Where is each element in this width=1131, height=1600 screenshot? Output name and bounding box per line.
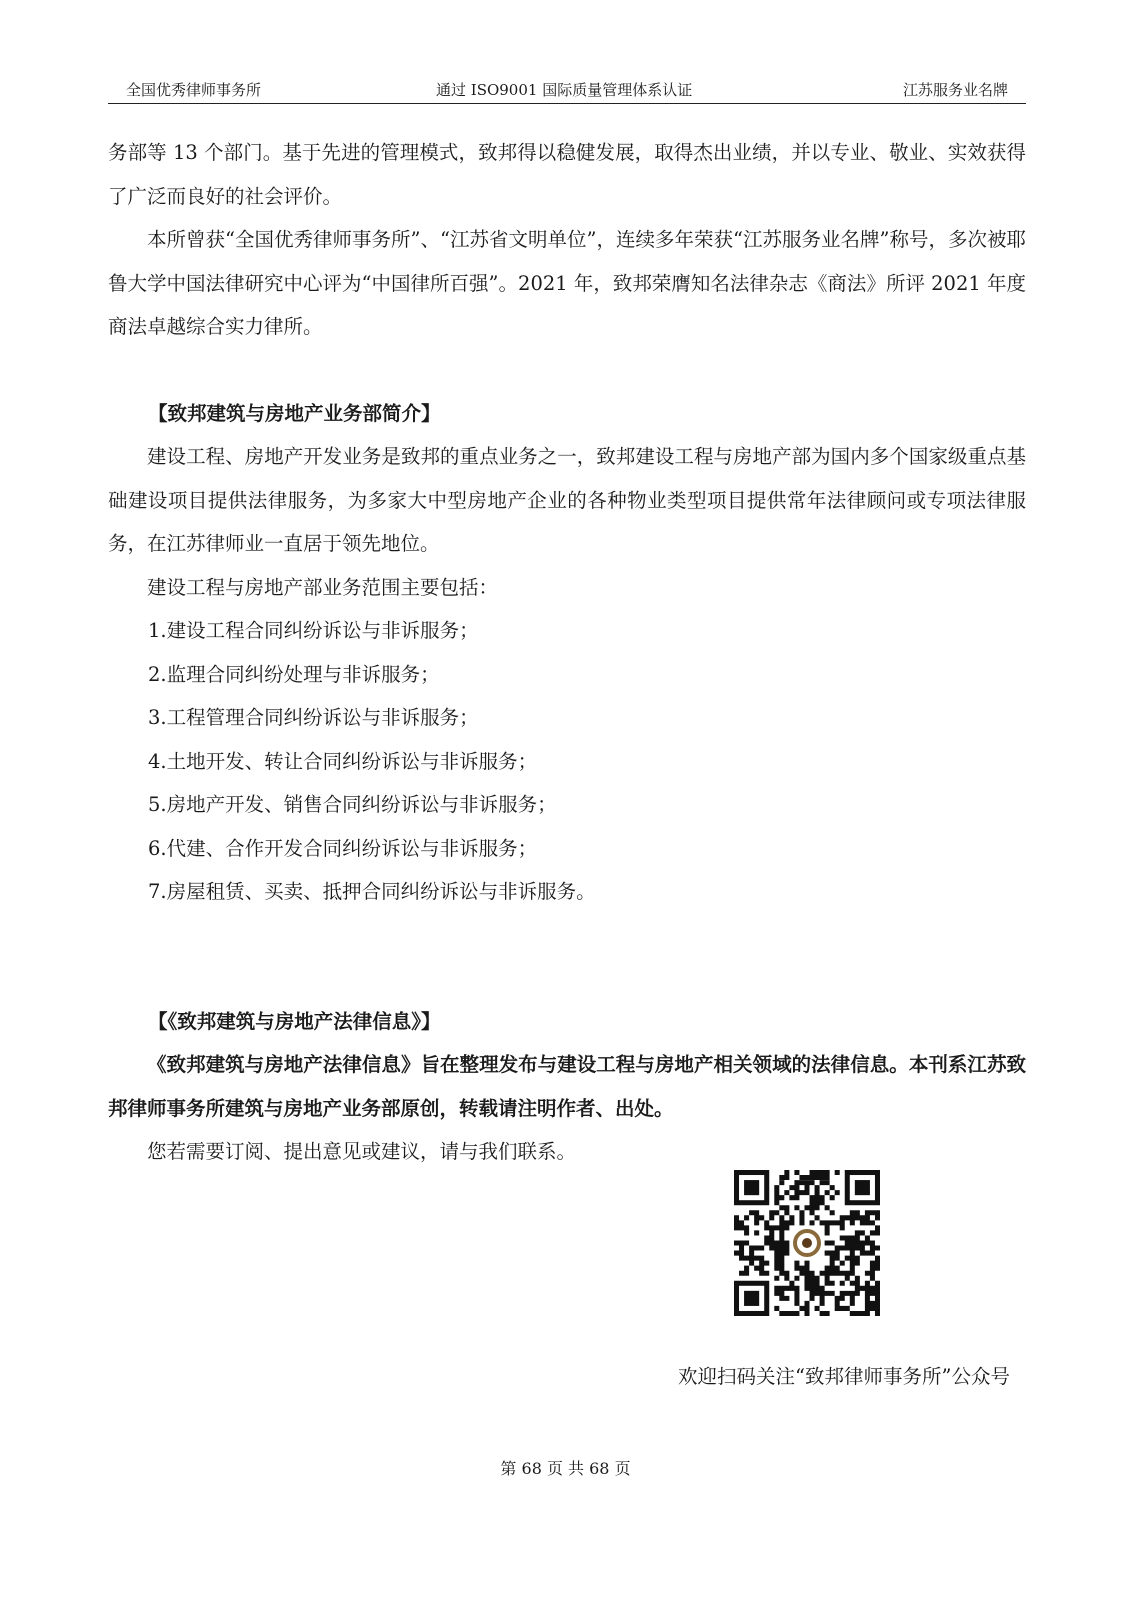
scope-list-item: 2.监理合同纠纷处理与非诉服务； [148, 662, 440, 686]
scope-list-item: 1.建设工程合同纠纷诉讼与非诉服务； [148, 619, 479, 642]
body-paragraph-1: 务部等 13 个部门。基于先进的管理模式，致邦得以稳健发展，取得杰出业绩，并以专业、敬业、实效获得了广泛而良好的社会评价。 [108, 141, 1026, 208]
contact-line: 您若需要订阅、提出意见或建议，请与我们联系。 [147, 1140, 577, 1163]
header-right-text: 江苏服务业名牌 [902, 81, 1008, 99]
scope-intro: 建设工程与房地产部业务范围主要包括： [147, 575, 499, 599]
section-title-department: 【致邦建筑与房地产业务部简介】 [148, 401, 441, 425]
qr-code-icon[interactable] [734, 1170, 880, 1316]
section-title-publication: 【《致邦建筑与房地产法律信息》】 [148, 1009, 441, 1033]
publication-statement: 《致邦建筑与房地产法律信息》旨在整理发布与建设工程与房地产相关领域的法律信息。本刊系江苏致邦律师事务所建筑与房地产业务部原创，转载请注明作者、出处。 [108, 1053, 1026, 1120]
header-divider [108, 103, 1026, 104]
scope-list-item: 6.代建、合作开发合同纠纷诉讼与非诉服务； [148, 836, 538, 860]
header-left-text: 全国优秀律师事务所 [126, 81, 262, 99]
scope-list-item: 7.房屋租赁、买卖、抵押合同纠纷诉讼与非诉服务。 [148, 880, 596, 903]
body-paragraph-2: 本所曾获“全国优秀律师事务所”、“江苏省文明单位”，连续多年荣获“江苏服务业名牌”称号，多次被耶鲁大学中国法律研究中心评为“中国律所百强”。2021 年，致邦荣膺知名法律杂志《商法》所评 2021 年度商法卓越综合实力律所。 [108, 228, 1026, 338]
page-header [108, 80, 1026, 104]
department-intro-paragraph: 建设工程、房地产开发业务是致邦的重点业务之一，致邦建设工程与房地产部为国内多个国家级重点基础建设项目提供法律服务，为多家大中型房地产企业的各种物业类型项目提供常年法律顾问或专项法律服务，在江苏律师业一直居于领先地位。 [108, 445, 1026, 555]
qr-caption: 欢迎扫码关注“致邦律师事务所”公众号 [678, 1365, 1010, 1388]
spacer [108, 914, 1026, 1000]
scope-list-item: 5.房地产开发、销售合同纠纷诉讼与非诉服务； [148, 793, 557, 816]
page-content [108, 131, 1026, 1174]
page-number: 第 68 页 共 68 页 [500, 1459, 631, 1478]
scope-list-item: 4.土地开发、转让合同纠纷诉讼与非诉服务； [148, 749, 538, 773]
header-center-text: 通过 ISO9001 国际质量管理体系认证 [436, 81, 693, 99]
spacer [108, 349, 1026, 392]
scope-list-item: 3.工程管理合同纠纷诉讼与非诉服务； [148, 706, 479, 729]
